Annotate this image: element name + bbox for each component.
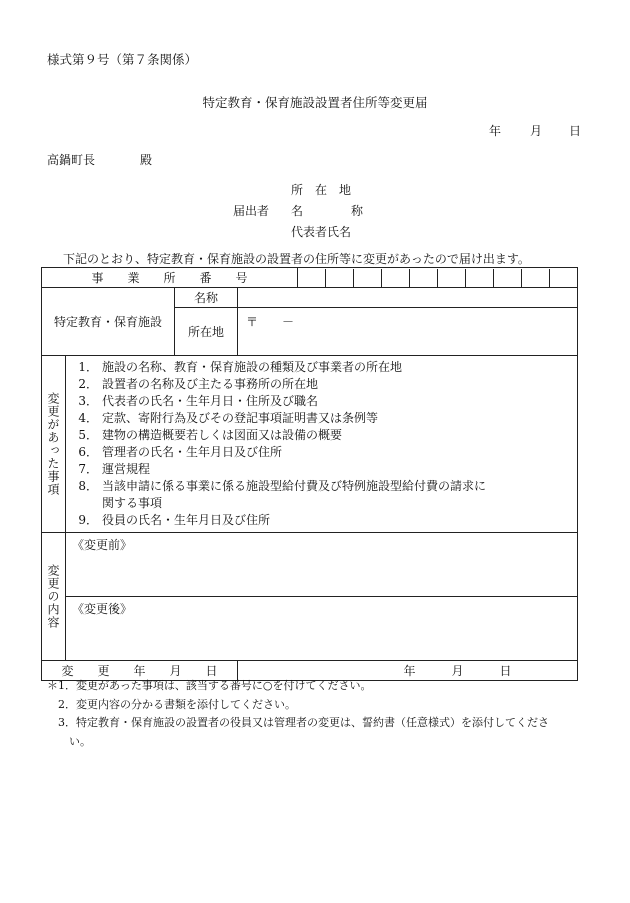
honorific: 殿 (140, 153, 153, 167)
note-line: 3．特定教育・保育施設の設置者の役員又は管理者の変更は、誓約書（任意様式）を添付してくださ (47, 716, 549, 729)
digit-cell[interactable] (465, 269, 493, 287)
digit-cell[interactable] (493, 269, 521, 287)
intro-text: 下記のとおり、特定教育・保育施設の設置者の住所等に変更があったので届け出ます。 (63, 252, 530, 266)
after-label: 《変更後》 (72, 602, 133, 616)
changed-items-cell[interactable] (66, 356, 578, 533)
digit-cell[interactable] (409, 269, 437, 287)
facility-address-field[interactable] (238, 308, 578, 356)
item-text: 設置者の名称及び主たる事務所の所在地 (102, 377, 319, 391)
item-number: 1． (78, 360, 98, 374)
change-date-field[interactable]: 年 月 日 (238, 661, 578, 681)
digit-cell[interactable] (353, 269, 381, 287)
changed-item[interactable] (72, 393, 577, 410)
item-number: 6． (78, 445, 98, 459)
facility-name-field[interactable] (238, 288, 578, 308)
changed-item[interactable] (72, 478, 577, 512)
notifier-label: 届出者 (233, 204, 270, 218)
name-label: 名 称 (291, 204, 364, 218)
changed-item[interactable] (72, 376, 577, 393)
representative-label: 代表者氏名 (291, 225, 352, 239)
facility-address-label: 所在地 (175, 308, 238, 356)
item-number: 8． (78, 479, 98, 493)
digit-cell[interactable] (437, 269, 465, 287)
changed-item[interactable] (72, 427, 577, 444)
notification-form-table (41, 267, 578, 681)
changed-item[interactable] (72, 512, 577, 529)
item-text-continued: 関する事項 (102, 496, 163, 510)
item-text: 当該申請に係る事業に係る施設型給付費及び特例施設型給付費の請求に (102, 479, 487, 493)
changed-item[interactable] (72, 410, 577, 427)
item-text: 運営規程 (102, 462, 151, 476)
digit-cell[interactable] (325, 269, 353, 287)
item-number: 4． (78, 411, 98, 425)
digit-cell[interactable] (298, 269, 325, 287)
office-number-cells[interactable] (298, 268, 578, 288)
note-line: 2．変更内容の分かる書類を添付してください。 (47, 697, 296, 711)
item-text: 施設の名称、教育・保育施設の種類及び事業者の所在地 (102, 360, 403, 374)
before-label: 《変更前》 (72, 538, 133, 552)
form-title: 特定教育・保育施設設置者住所等変更届 (202, 95, 428, 110)
item-text: 代表者の氏名・生年月日・住所及び職名 (102, 394, 319, 408)
changed-item[interactable] (72, 461, 577, 478)
date-year: 年 (489, 124, 502, 138)
item-text: 役員の氏名・生年月日及び住所 (102, 513, 271, 527)
change-content-label-cell (42, 533, 66, 661)
changed-item[interactable] (72, 359, 577, 376)
item-text: 建物の構造概要若しくは図面又は設備の概要 (102, 428, 343, 442)
digit-cell[interactable] (521, 269, 549, 287)
addressee: 高鍋町長 (47, 153, 96, 167)
note-line: い。 (47, 734, 91, 748)
before-change-field[interactable] (66, 533, 578, 597)
address-label: 所 在 地 (291, 183, 352, 197)
changed-items-list (66, 356, 577, 532)
item-number: 9． (78, 513, 98, 527)
changed-item[interactable] (72, 444, 577, 461)
item-text: 管理者の氏名・生年月日及び住所 (102, 445, 283, 459)
form-number: 様式第９号（第７条関係） (47, 52, 198, 67)
item-number: 7． (78, 462, 98, 476)
changed-items-label-cell (42, 356, 66, 533)
after-change-field[interactable] (66, 597, 578, 661)
date-month: 月 (530, 124, 543, 138)
note-line: ＊1．変更があった事項は、該当する番号に○を付けてください。 (47, 679, 372, 692)
facility-label: 特定教育・保育施設 (42, 288, 175, 356)
item-number: 2． (78, 377, 98, 391)
change-date-label: 変 更 年 月 日 (42, 661, 238, 681)
item-text: 定款、寄附行為及びその登記事項証明書又は条例等 (102, 411, 379, 425)
digit-cell[interactable] (381, 269, 409, 287)
office-number-label: 事 業 所 番 号 (42, 268, 298, 288)
date-day: 日 (569, 124, 582, 138)
item-number: 3． (78, 394, 98, 408)
digit-cell[interactable] (549, 269, 577, 287)
item-number: 5． (78, 428, 98, 442)
notes (47, 677, 549, 751)
change-content-label: 変更の内容 (46, 564, 60, 629)
postal-mark: 〒 － (246, 315, 295, 329)
facility-name-label: 名称 (175, 288, 238, 308)
changed-items-label: 変更があった事項 (46, 392, 60, 496)
